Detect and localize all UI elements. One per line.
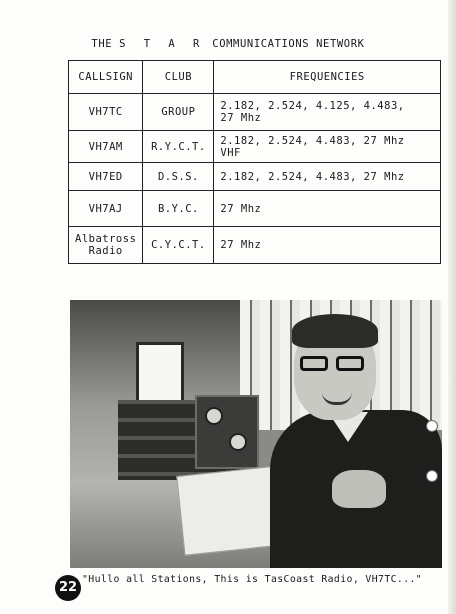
page-edge	[448, 0, 456, 614]
frequencies-line: 2.182, 2.524, 4.483, 27 Mhz	[220, 134, 405, 147]
club-cell: GROUP	[143, 94, 214, 131]
club-cell: R.Y.C.T.	[143, 131, 214, 163]
header-club: CLUB	[143, 61, 214, 94]
frequencies-line: 27 Mhz	[220, 112, 262, 124]
frequencies-cell	[214, 227, 441, 264]
callsign-line: Radio	[88, 245, 123, 257]
callsign-cell: VH7AM	[69, 131, 143, 163]
callsign-cell: VH7TC	[69, 94, 143, 131]
table-row	[69, 227, 441, 264]
binder-hole	[426, 420, 438, 432]
frequencies-cell	[214, 94, 441, 131]
table-row	[69, 94, 441, 131]
table-header-row	[69, 61, 441, 94]
page-number-badge: 22	[55, 575, 81, 601]
table-row	[69, 191, 441, 227]
header-frequencies: FREQUENCIES	[214, 61, 441, 94]
frequencies-line: 2.182, 2.524, 4.125, 4.483,	[220, 100, 405, 112]
frequencies-line: 27 Mhz	[220, 202, 262, 215]
header-callsign: CALLSIGN	[69, 61, 143, 94]
frequencies-cell	[214, 191, 441, 227]
frequencies-cell	[214, 163, 441, 191]
frequencies-line: 2.182, 2.524, 4.483, 27 Mhz	[220, 170, 405, 183]
dial-icon	[205, 407, 223, 425]
table-row	[69, 131, 441, 163]
operator-hair	[292, 314, 378, 348]
network-table	[68, 60, 441, 264]
radio-operator-photo	[70, 300, 442, 568]
photo-caption: "Hullo all Stations, This is TasCoast Radio, VH7TC..."	[82, 574, 423, 585]
radio-transceiver	[195, 395, 259, 469]
club-cell: B.Y.C.	[143, 191, 214, 227]
page-title: THE S T A R COMMUNICATIONS NETWORK	[91, 38, 365, 50]
frequencies-cell	[214, 131, 441, 163]
frequencies-line: VHF	[220, 146, 241, 159]
club-cell: C.Y.C.T.	[143, 227, 214, 264]
monitor-screen	[136, 342, 184, 404]
club-cell: D.S.S.	[143, 163, 214, 191]
callsign-cell: VH7AJ	[69, 191, 143, 227]
dial-icon	[229, 433, 247, 451]
glasses-icon	[300, 356, 370, 372]
binder-hole	[426, 470, 438, 482]
table-row	[69, 163, 441, 191]
callsign-cell: VH7ED	[69, 163, 143, 191]
frequencies-line: 27 Mhz	[220, 239, 262, 251]
callsign-line: Albatross	[75, 233, 137, 245]
operator-hand	[332, 470, 386, 508]
callsign-cell	[69, 227, 143, 264]
